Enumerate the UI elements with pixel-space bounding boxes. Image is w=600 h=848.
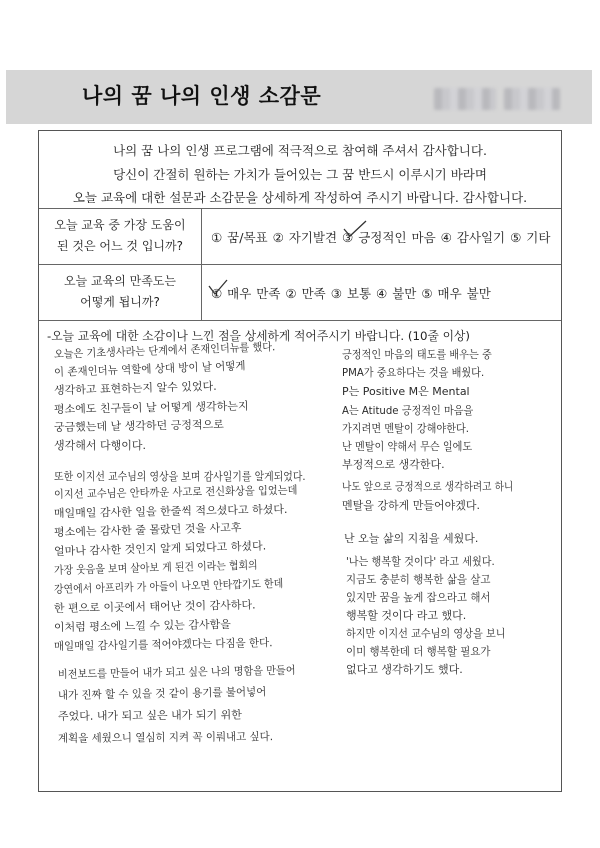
- handwritten-line: 강연에서 아프리카 가 아들이 나오면 안타깝기도 한데: [53, 577, 284, 596]
- intro-line: 오늘 교육에 대한 설문과 소감문을 상세하게 작성하여 주시기 바랍니다. 감사합니다.: [72, 190, 528, 205]
- handwritten-line: 한 편으로 이곳에서 태어난 것이 감사하다.: [53, 598, 256, 615]
- essay-prompt: -오늘 교육에 대한 소감이나 느낀 점을 상세하게 적어주시기 바랍니다. (10줄 이상): [47, 329, 470, 343]
- handwritten-line: 이처럼 평소에 느낄 수 있는 감사함을: [53, 617, 231, 634]
- handwritten-line: 이지선 교수님은 안타까운 사고로 전신화상을 입었는데: [53, 483, 298, 501]
- column-divider: [201, 208, 202, 320]
- handwritten-line: 또한 이지선 교수님의 영상을 보며 감사일기를 알게되었다.: [54, 470, 306, 483]
- question2-label-line: 오늘 교육의 만족도는: [64, 274, 176, 288]
- handwritten-line: 이 존재인더뉴 역할에 상대 방이 날 어떻게: [53, 359, 246, 379]
- handwritten-line: 나도 앞으로 긍정적으로 생각하려고 하니: [342, 480, 514, 493]
- handwritten-line: 난 오늘 삶의 지침을 세웠다.: [344, 532, 479, 545]
- handwritten-line: 가지려면 멘탈이 강해야한다.: [342, 422, 469, 435]
- handwritten-line: 가장 웃음을 보며 살아보 게 된건 이라는 협회의: [53, 558, 258, 577]
- handwritten-line: 매일매일 감사한 일을 한줄씩 적으셨다고 하셨다.: [53, 502, 288, 520]
- handwritten-line: 하지만 이지선 교수님의 영상을 보니: [346, 627, 506, 640]
- handwritten-line: 주었다. 내가 되고 싶은 내가 되기 위한: [57, 708, 242, 723]
- handwritten-line: 지금도 충분히 행복한 삶을 살고: [346, 573, 491, 586]
- handwritten-line: 계획을 세웠으니 열심히 지켜 꼭 이뤄내고 싶다.: [57, 730, 274, 745]
- handwritten-line: 생각해서 다행이다.: [54, 439, 147, 452]
- question2-label: [39, 271, 201, 313]
- question2-options[interactable]: ① 매우 만족 ② 만족 ③ 보통 ④ 불만 ⑤ 매우 불만: [211, 286, 491, 301]
- handwritten-line: 내가 진짜 할 수 있을 것 같이 용기를 불어넣어: [57, 685, 267, 702]
- handwritten-line: 긍정적인 마음의 태도를 배우는 중: [342, 348, 492, 361]
- handwritten-line: 궁금했는데 날 생각하던 긍정적으로: [53, 418, 224, 434]
- intro-line: 당신이 간절히 원하는 가치가 들어있는 그 꿈 반드시 이루시기 바라며: [113, 166, 487, 182]
- handwritten-line: 없다고 생각하기도 했다.: [346, 663, 463, 676]
- question2-label-line: 어떻게 됩니까?: [80, 295, 160, 309]
- handwritten-line: 이미 행복한데 더 행복할 필요가: [346, 645, 491, 658]
- handwritten-line: 평소에는 감사한 줄 몰랐던 것을 사고후: [53, 521, 242, 539]
- handwritten-line: 행복할 것이다 라고 했다.: [346, 609, 467, 622]
- handwritten-line: 매일매일 감사일기를 적어야겠다는 다짐을 한다.: [53, 636, 273, 653]
- divider: [39, 264, 561, 265]
- handwritten-line: 얼마나 감사한 것인지 알게 되었다고 하셨다.: [53, 539, 267, 558]
- handwritten-line: A는 Atitude 긍정적인 마음을: [342, 404, 474, 417]
- page-title: 나의 꿈 나의 인생 소감문: [82, 84, 322, 108]
- intro-text: [39, 139, 561, 210]
- question1-label: [39, 215, 201, 257]
- handwritten-line: 멘탈을 강하게 만들어야겠다.: [342, 499, 481, 512]
- handwritten-line: 부정적으로 생각한다.: [342, 458, 445, 471]
- checkmark-icon: [207, 277, 229, 299]
- question1-label-line: 된 것은 어느 것 입니까?: [57, 239, 183, 253]
- divider: [39, 208, 561, 209]
- intro-line: 나의 꿈 나의 인생 프로그램에 적극적으로 참여해 주셔서 감사합니다.: [113, 143, 487, 158]
- handwritten-line: 생각하고 표현하는지 알수 있었다.: [53, 379, 217, 397]
- handwritten-line: 비전보드를 만들어 내가 되고 싶은 나의 명함을 만들어: [57, 663, 296, 681]
- handwritten-line: 난 멘탈이 약해서 무슨 일에도: [342, 440, 473, 453]
- handwritten-line: P는 Positive M은 Mental: [342, 385, 470, 398]
- question1-label-line: 오늘 교육 중 가장 도움이: [54, 218, 186, 232]
- handwritten-line: 있지만 꿈을 높게 잡으라고 해서: [346, 591, 491, 604]
- redacted-name: [434, 88, 496, 110]
- checkmark-icon: [341, 219, 369, 241]
- divider: [39, 320, 561, 321]
- handwritten-line: '나는 행복할 것이다' 라고 세웠다.: [346, 555, 495, 568]
- handwritten-line: 오늘은 기초생사라는 단계에서 존재인더뉴를 했다.: [53, 340, 276, 361]
- handwritten-line: PMA가 중요하다는 것을 배웠다.: [342, 366, 485, 379]
- redacted-name: [504, 88, 560, 110]
- handwritten-line: 평소에도 친구들이 날 어떻게 생각하는지: [53, 399, 249, 416]
- question1-options[interactable]: ① 꿈/목표 ② 자기발견 ③ 긍정적인 마음 ④ 감사일기 ⑤ 기타: [211, 230, 551, 245]
